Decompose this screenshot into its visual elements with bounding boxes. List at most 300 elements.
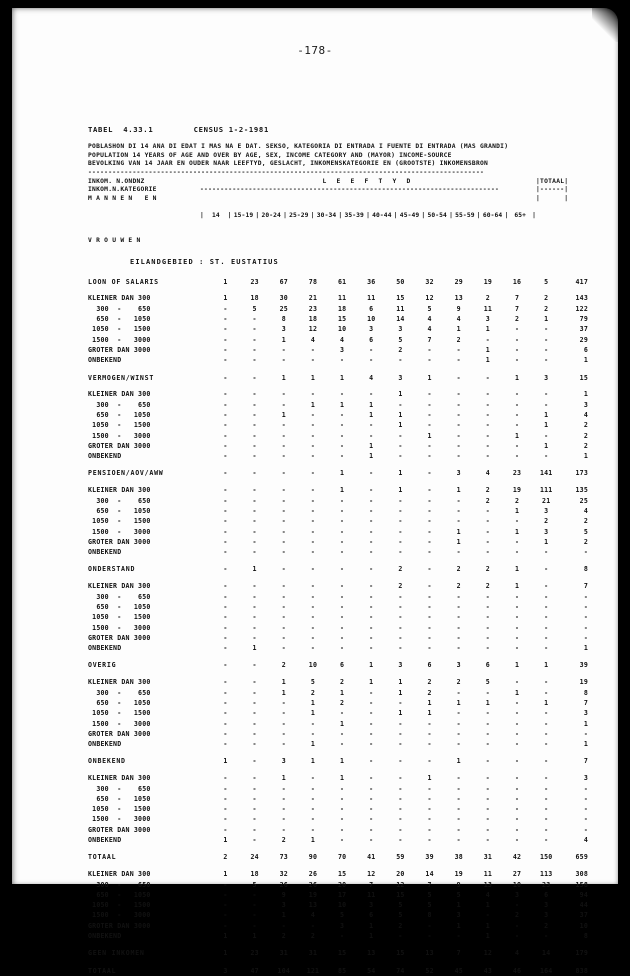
table-row [88,486,588,496]
cell-value: 4 [310,335,316,344]
cell-total: - [583,633,588,642]
cell-value: - [340,805,345,814]
cell-value: - [252,774,257,783]
cell-value: - [310,548,316,557]
cell-value: - [456,548,461,557]
cell-value: 3 [544,527,549,536]
age-col-separator: | [421,211,426,219]
cell-value: - [340,411,345,419]
cell-value: - [485,400,490,409]
cell-value: 8 [281,315,286,324]
cell-value: - [281,400,286,409]
row-label: 650 - 1050 [88,794,151,803]
cell-value: - [514,623,520,632]
cell-value: - [427,719,432,728]
cell-value: 1 [369,932,374,941]
cell-value: - [310,565,316,574]
cell-value: 26 [308,880,318,889]
cell-value: - [223,469,228,478]
cell-total: 4 [583,836,588,845]
cell-value: - [281,565,286,574]
cell-value: 5 [310,678,316,687]
age-bracket-row [200,195,536,238]
table-row [88,643,588,653]
cell-value: 1 [485,698,490,707]
cell-value: 6 [485,661,490,670]
table-row [88,345,588,355]
row-spacer [88,575,588,582]
cell-value: - [514,805,520,814]
age-col-separator: | [449,211,453,219]
cell-value: 1 [514,582,520,591]
cell-value: 3 [340,921,345,930]
cell-value: - [252,390,257,399]
cell-value: - [310,729,316,738]
cell-value: - [369,592,374,601]
row-label: GROTER DAN 3000 [88,921,151,930]
cell-value: - [281,740,286,749]
cell-value: 1 [310,836,316,845]
row-label: ONBEKEND [88,452,122,461]
cell-value: - [223,548,228,557]
cell-value: - [310,602,316,611]
cell-total: 8 [583,688,588,697]
cell-total: - [583,815,588,824]
cell-value: - [456,644,461,653]
cell-value: 23 [308,304,318,313]
cell-value: - [398,729,403,738]
table-row [88,582,588,592]
cell-total: 4 [583,506,588,515]
table-row [88,324,588,334]
cell-value: - [456,421,461,430]
cell-value: - [427,582,432,591]
row-label: KLEINER DAN 300 [88,294,151,303]
cell-value: - [223,373,228,382]
age-col-separator: | [532,211,537,219]
cell-value: 1 [223,277,228,286]
cell-value: - [544,794,549,803]
cell-total: 94 [579,890,588,899]
cell-value: - [369,431,374,440]
cell-value: - [485,517,490,526]
stub-header-line1: INKOM. N.ONDNZ [88,177,145,185]
cell-value: - [544,548,549,557]
cell-value: - [514,613,520,622]
row-spacer [88,671,588,678]
row-label: 1050 - 1500 [88,421,151,430]
table-row [88,804,588,814]
row-label: OVERIG [88,661,117,670]
row-label: 650 - 1050 [88,698,151,707]
cell-value: 3 [456,661,461,670]
cell-value: 38 [454,853,463,862]
table-row [88,880,588,890]
cell-value: - [544,582,549,591]
table-row [88,506,588,516]
cell-value: - [281,613,286,622]
cell-value: - [544,825,549,834]
cell-value: 7 [427,335,432,344]
cell-value: 3 [544,901,549,910]
cell-value: - [398,623,403,632]
cell-value: 1 [398,688,403,697]
cell-value: 2 [281,836,286,845]
cell-value: - [223,815,228,824]
cell-value: - [340,452,345,461]
cell-total: - [583,548,588,557]
cell-value: - [310,537,316,546]
cell-value: - [485,644,490,653]
cell-value: 4 [310,911,316,920]
cell-value: 164 [539,966,553,975]
cell-total: 179 [575,949,588,958]
age-col-separator: | [310,211,315,219]
cell-value: - [485,390,490,399]
cell-value: 1 [223,836,228,845]
age-col-separator: | [283,211,287,219]
age-bracket-50-54: 50-54 [427,211,447,219]
cell-value: - [223,890,228,899]
section-total-row [88,277,588,287]
cell-value: 47 [250,966,259,975]
cell-value: - [252,441,257,450]
cell-value: - [514,901,520,910]
age-bracket-65plus: 65+ [514,211,527,219]
cell-value: 18 [308,315,318,324]
cell-total: 37 [579,911,588,920]
cell-value: 29 [454,277,463,286]
table-row [88,537,588,547]
row-label: 300 - 650 [88,304,151,313]
cell-value: - [340,740,345,749]
cell-value: - [427,613,432,622]
cell-value: - [485,774,490,783]
row-label: 650 - 1050 [88,890,151,899]
cell-value: 67 [279,277,288,286]
title-papiamentu: POBLASHON DI 14 ANA DI EDAT I MAS NA E DAT. SEKSO, KATEGORIA DI ENTRADA I FUENTE DI ENTRADA (MAS GRANDI) [88,143,509,151]
cell-value: 1 [281,335,286,344]
page-number: -178- [297,44,333,57]
cell-value: - [398,932,403,941]
cell-value: 14 [542,949,551,958]
table-row [88,441,588,451]
table-row [88,304,588,314]
cell-value: - [485,740,490,749]
cell-value: - [485,784,490,793]
cell-value: 70 [337,853,347,862]
cell-value: - [281,421,286,430]
cell-value: - [544,325,549,334]
cell-value: 1 [223,294,228,303]
cell-value: 15 [396,890,405,899]
cell-value: - [514,836,520,845]
cell-value: - [252,496,257,505]
cell-total: 1 [583,390,588,399]
cell-value: - [281,644,286,653]
row-label: TOTAAL [88,966,117,975]
cell-total: 5 [583,527,588,536]
cell-value: 2 [398,921,403,930]
cell-value: - [427,623,432,632]
cell-value: - [223,527,228,536]
cell-value: - [398,592,403,601]
cell-value: 10 [367,315,376,324]
row-label: VERMOGEN/WINST [88,373,155,382]
cell-value: - [252,613,257,622]
cell-value: - [223,633,228,642]
cell-value: 4 [340,335,345,344]
table-row [88,921,588,931]
row-label: KLEINER DAN 300 [88,774,151,783]
cell-value: - [252,794,257,803]
cell-value: - [281,517,286,526]
cell-value: - [456,441,461,450]
cell-value: 39 [425,853,434,862]
cell-value: 1 [310,709,316,718]
cell-value: 74 [396,966,405,975]
cell-value: - [456,784,461,793]
cell-value: - [514,729,520,738]
cell-value: - [223,644,228,653]
cell-value: - [223,921,228,930]
cell-value: - [252,411,257,419]
cell-value: 21 [308,294,318,303]
cell-value: - [369,565,374,574]
cell-value: - [252,825,257,834]
cell-value: - [223,441,228,450]
cell-value: - [252,678,257,687]
cell-value: - [340,729,345,738]
age-bracket-25-29: 25-29 [289,211,309,219]
cell-value: 3 [369,325,374,334]
cell-value: - [427,825,432,834]
cell-value: 13 [483,880,493,889]
cell-value: - [485,688,490,697]
section-total-row [88,565,588,575]
table-row [88,729,588,739]
cell-value: - [398,527,403,536]
cell-value: - [223,431,228,440]
cell-value: - [544,932,549,941]
cell-value: 20 [396,870,405,879]
cell-value: - [252,836,257,845]
table-row [88,698,588,708]
island-caption: EILANDGEBIED : ST. EUSTATIUS [130,257,279,266]
cell-value: - [223,304,228,313]
cell-value: - [485,421,490,430]
cell-value: 2 [281,932,286,941]
cell-value: - [514,825,520,834]
age-bracket-55-59: 55-59 [455,211,475,219]
cell-value: - [544,565,549,574]
cell-value: - [310,623,316,632]
cell-value: 2 [485,496,490,505]
row-label: GROTER DAN 3000 [88,729,151,738]
cell-value: - [281,431,286,440]
cell-value: 1 [544,421,549,430]
row-label: ONBEKEND [88,836,122,845]
age-bracket-14: 14 [211,211,220,219]
cell-value: 2 [281,661,286,670]
row-label: 650 - 1050 [88,315,151,324]
row-label: KLEINER DAN 300 [88,390,151,399]
cell-value: 6 [544,890,549,899]
row-label: 1500 - 3000 [88,431,151,440]
cell-value: 2 [485,582,490,591]
cell-value: - [281,582,286,591]
cell-value: - [281,548,286,557]
cell-value: 12 [396,880,405,889]
cell-value: 3 [398,661,403,670]
table-row [88,420,588,430]
cell-value: 1 [340,688,345,697]
cell-value: - [369,825,374,834]
cell-value: - [544,678,549,687]
cell-value: - [310,469,316,478]
cell-value: - [340,623,345,632]
cell-value: 2 [514,911,520,920]
cell-value: - [223,592,228,601]
cell-value: - [514,633,520,642]
cell-total: - [583,805,588,814]
cell-value: 1 [485,325,490,334]
column-header-line4 [88,237,588,246]
cell-value: - [369,623,374,632]
stub-header-line2: INKOM.N.KATEGORIE [88,186,157,194]
cell-value: - [223,784,228,793]
cell-value: 2 [398,582,403,591]
cell-value: - [252,784,257,793]
cell-value: - [398,698,403,707]
cell-value: - [514,602,520,611]
cell-value: - [485,709,490,718]
cell-value: 1 [514,688,520,697]
cell-value: - [544,400,549,409]
cell-value: - [398,719,403,728]
table-row [88,815,588,825]
leeftyd-header: L E E F T Y D [322,177,414,185]
cell-value: - [252,506,257,515]
cell-value: - [427,345,432,354]
cell-value: - [252,325,257,334]
cell-value: 6 [369,304,374,313]
cell-value: - [310,496,316,505]
cell-value: - [544,774,549,783]
cell-value: 1 [369,661,374,670]
row-label: ONBEKEND [88,644,122,653]
cell-value: - [281,921,286,930]
cell-value: - [456,825,461,834]
cell-value: 1 [281,678,286,687]
cell-value: 113 [539,870,553,879]
cell-value: - [398,825,403,834]
cell-value: - [252,582,257,591]
cell-value: 6 [340,661,345,670]
cell-value: 1 [398,709,403,718]
cell-value: - [456,373,461,382]
cell-value: - [427,452,432,461]
cell-value: 3 [456,911,461,920]
cell-value: - [456,740,461,749]
cell-value: - [427,740,432,749]
cell-value: - [485,452,490,461]
cell-total: 417 [575,277,588,286]
cell-value: - [281,805,286,814]
row-label: KLEINER DAN 300 [88,678,151,687]
cell-value: - [485,633,490,642]
table-row [88,688,588,698]
cell-value: - [252,688,257,697]
cell-value: - [369,740,374,749]
cell-value: 2 [456,565,461,574]
cell-value: 5 [427,304,432,313]
cell-value: 1 [456,901,461,910]
cell-value: 2 [544,517,549,526]
cell-value: - [223,613,228,622]
cell-value: - [398,613,403,622]
row-label: ONDERSTAND [88,565,136,574]
cell-value: - [369,644,374,653]
cell-value: - [369,390,374,399]
cell-value: - [485,602,490,611]
age-bracket-20-24: 20-24 [261,211,281,219]
cell-value: 1 [369,400,374,409]
cell-value: - [310,452,316,461]
cell-total: - [583,825,588,834]
cell-value: - [369,805,374,814]
cell-value: 1 [223,932,228,941]
age-col-separator: | [227,211,232,219]
row-spacer [88,287,588,294]
cell-value: - [427,469,432,478]
cell-total: 2 [583,421,588,430]
cell-total: 3 [583,400,588,409]
cell-total: 39 [579,661,588,670]
cell-value: - [427,565,432,574]
cell-value: - [340,390,345,399]
cell-value: 5 [340,911,345,920]
cell-value: 1 [310,400,316,409]
cell-value: - [252,805,257,814]
cell-value: 3 [456,469,461,478]
cell-value: 1 [398,390,403,399]
cell-value: 4 [485,469,490,478]
title-dutch: BEVOLKING VAN 14 JAAR EN OUDER NAAR LEEFTYD, GESLACHT, INKOMENSKATEGORIE EN (GROOTSTE) INKOMENSBRON [88,160,489,168]
cell-value: - [544,345,549,354]
table-row [88,355,588,365]
cell-value: - [340,441,345,450]
cell-value: - [369,815,374,824]
table-row [88,890,588,900]
cell-value: - [252,729,257,738]
cell-value: - [340,794,345,803]
column-header-line3 [88,195,588,238]
cell-value: - [369,356,374,365]
cell-value: - [252,469,257,478]
cell-value: - [252,911,257,920]
cell-value: - [369,527,374,536]
cell-value: 1 [485,932,490,941]
cell-value: 1 [310,757,316,766]
cell-total: - [583,592,588,601]
cell-value: 10 [337,325,347,334]
footer-row [88,966,588,976]
cell-value: - [310,719,316,728]
cell-total: - [583,613,588,622]
cell-value: 3 [398,373,403,382]
cell-value: - [369,496,374,505]
